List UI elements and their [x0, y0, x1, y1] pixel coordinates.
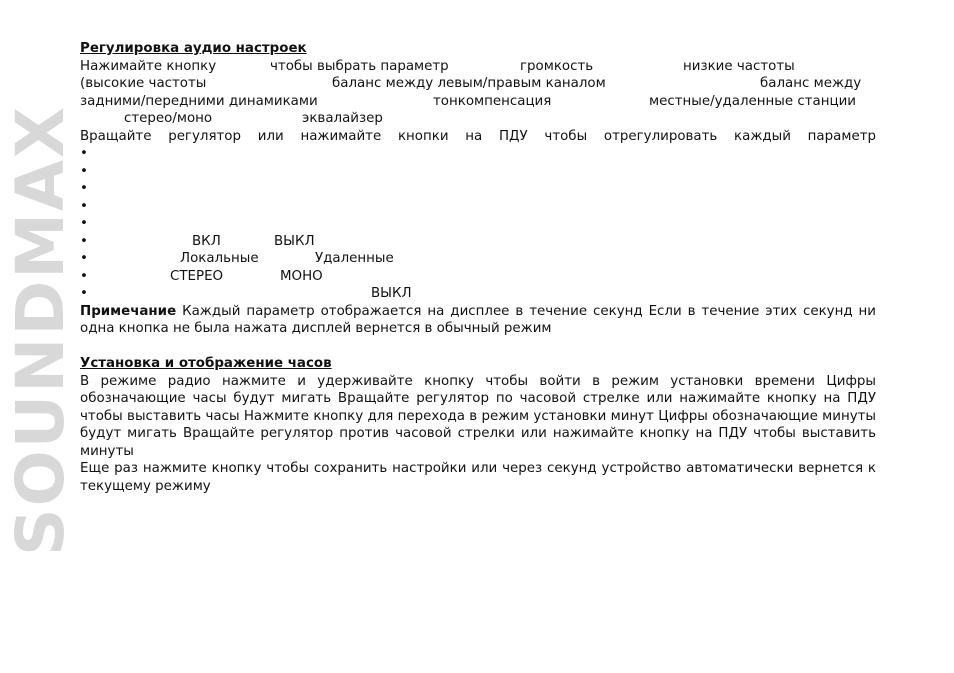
param-treble: (высокие частоты: [80, 76, 207, 91]
clock-paragraph-1: В режиме радио нажмите и удерживайте кнопку чтобы войти в режим установки времени Цифры обозначающие часы будут мигать Вращайте регулятор по часовой стрелке или нажимайте кнопку на ПДУ чтобы выставить часы Нажмите кнопку для перехода в режим установки минут Цифры обозначающие минуты будут мигать Вращайте регулятор против часовой стрелки или нажимайте кнопку на ПДУ чтобы выставить минуты: [80, 373, 876, 459]
watermark-text: SOUNDMAX: [1, 104, 79, 556]
param-balance-fr: баланс между: [760, 76, 862, 91]
bullet-marker: •: [80, 146, 88, 161]
intro-text: чтобы выбрать параметр: [270, 58, 449, 74]
list-item: [80, 233, 876, 251]
param-equalizer: эквалайзер: [302, 111, 383, 126]
intro-text: Нажимайте кнопку: [80, 58, 217, 74]
option-distant: Удаленные: [315, 251, 394, 266]
audio-instruction: Вращайте регулятор или нажимайте кнопки на ПДУ чтобы отрегулировать каждый параметр: [80, 128, 876, 144]
param-volume: громкость: [520, 58, 594, 74]
section-spacer: [80, 338, 876, 356]
audio-intro-line-2: [80, 75, 876, 93]
list-item: [80, 285, 876, 303]
bullet-marker: •: [80, 198, 88, 214]
audio-intro-line-3: [80, 93, 876, 111]
list-item: [80, 198, 876, 216]
note-label: Примечание: [80, 303, 177, 319]
option-off: ВЫКЛ: [274, 233, 315, 249]
bullet-marker: •: [80, 268, 88, 284]
clock-section-title: Установка и отображение часов: [80, 356, 332, 371]
list-item: [80, 180, 876, 198]
clock-paragraph-2: Еще раз нажмите кнопку чтобы сохранить настройки или через секунд устройство автоматически вернется к текущему режиму: [80, 461, 876, 494]
option-on: ВКЛ: [192, 233, 221, 249]
bullet-marker: •: [80, 216, 88, 231]
parameter-list: [80, 145, 876, 303]
note-paragraph: [80, 303, 876, 338]
manual-page-content: [80, 40, 876, 495]
list-item: [80, 268, 876, 286]
param-bass: низкие частоты: [683, 58, 795, 74]
bullet-marker: •: [80, 233, 88, 249]
option-stereo: СТЕРЕО: [170, 268, 224, 284]
list-item: [80, 250, 876, 268]
bullet-marker: •: [80, 286, 88, 301]
list-item: [80, 145, 876, 163]
bullet-marker: •: [80, 251, 88, 266]
audio-intro-line-4: [80, 110, 876, 128]
param-balance-lr: баланс между левым/правым каналом: [332, 76, 606, 91]
param-local-dx: местные/удаленные станции: [649, 93, 856, 109]
bullet-marker: •: [80, 163, 88, 179]
param-stereo-mono: стерео/моно: [124, 111, 213, 126]
audio-intro-line-1: [80, 58, 876, 76]
list-item: [80, 215, 876, 233]
param-balance-fr-cont: задними/передними динамиками: [80, 93, 318, 109]
param-loudness: тонкомпенсация: [433, 93, 552, 109]
brand-watermark: [0, 40, 80, 620]
bullet-marker: •: [80, 181, 88, 196]
list-item: [80, 163, 876, 181]
note-text: Каждый параметр отображается на дисплее в течение секунд Если в течение этих секунд ни одна кнопка не была нажата дисплей вернется в обычный режим: [80, 303, 876, 336]
option-mono: МОНО: [280, 268, 323, 284]
option-local: Локальные: [180, 251, 259, 266]
option-eq-off: ВЫКЛ: [371, 286, 412, 301]
audio-section-title: Регулировка аудио настроек: [80, 41, 307, 56]
